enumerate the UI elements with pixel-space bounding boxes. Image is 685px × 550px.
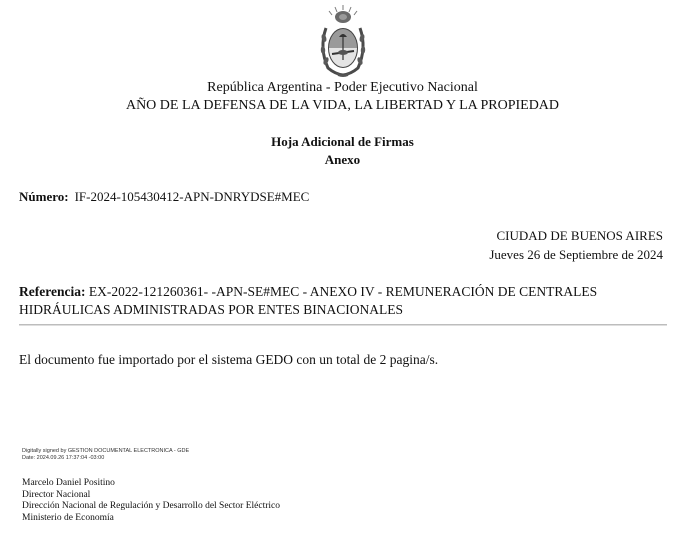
reference-value: EX-2022-121260361- -APN-SE#MEC - ANEXO IV - REMUNERACIÓN DE CENTRALES HIDRÁULICAS ADMINISTRADAS POR ENTES BINACIONALES xyxy=(19,284,598,317)
coat-of-arms-icon xyxy=(316,4,370,78)
location-city: CIUDAD DE BUENOS AIRES xyxy=(496,228,663,243)
document-subtitle: Anexo xyxy=(324,152,361,167)
header-institution: República Argentina - Poder Ejecutivo Nacional xyxy=(207,80,478,95)
document-number-value: IF-2024-105430412-APN-DNRYDSE#MEC xyxy=(74,189,310,204)
signer-department: Dirección Nacional de Regulación y Desarrollo del Sector Eléctrico xyxy=(22,501,280,511)
signer-ministry: Ministerio de Economía xyxy=(22,512,114,523)
signer-block xyxy=(22,478,280,524)
divider xyxy=(19,324,667,326)
signer-position: Director Nacional xyxy=(22,489,91,500)
digital-signature-date: Date: 2024.09.26 17:37:04 -03:00 xyxy=(22,455,105,461)
reference xyxy=(19,283,667,319)
header-year-motto: AÑO DE LA DEFENSA DE LA VIDA, LA LIBERTAD Y LA PROPIEDAD xyxy=(125,98,560,113)
digital-signature-stamp xyxy=(22,448,189,462)
document-number-label: Número: xyxy=(19,189,69,204)
body-text: El documento fue importado por el sistema GEDO con un total de 2 pagina/s. xyxy=(19,352,439,367)
document-title: Hoja Adicional de Firmas xyxy=(271,134,414,149)
digital-signature-line: Digitally signed by GESTION DOCUMENTAL ELECTRONICA - GDE xyxy=(22,448,190,454)
reference-label: Referencia: xyxy=(19,284,86,299)
document-number xyxy=(19,189,309,205)
document-date: Jueves 26 de Septiembre de 2024 xyxy=(489,247,663,262)
signer-name: Marcelo Daniel Positino xyxy=(22,478,115,488)
